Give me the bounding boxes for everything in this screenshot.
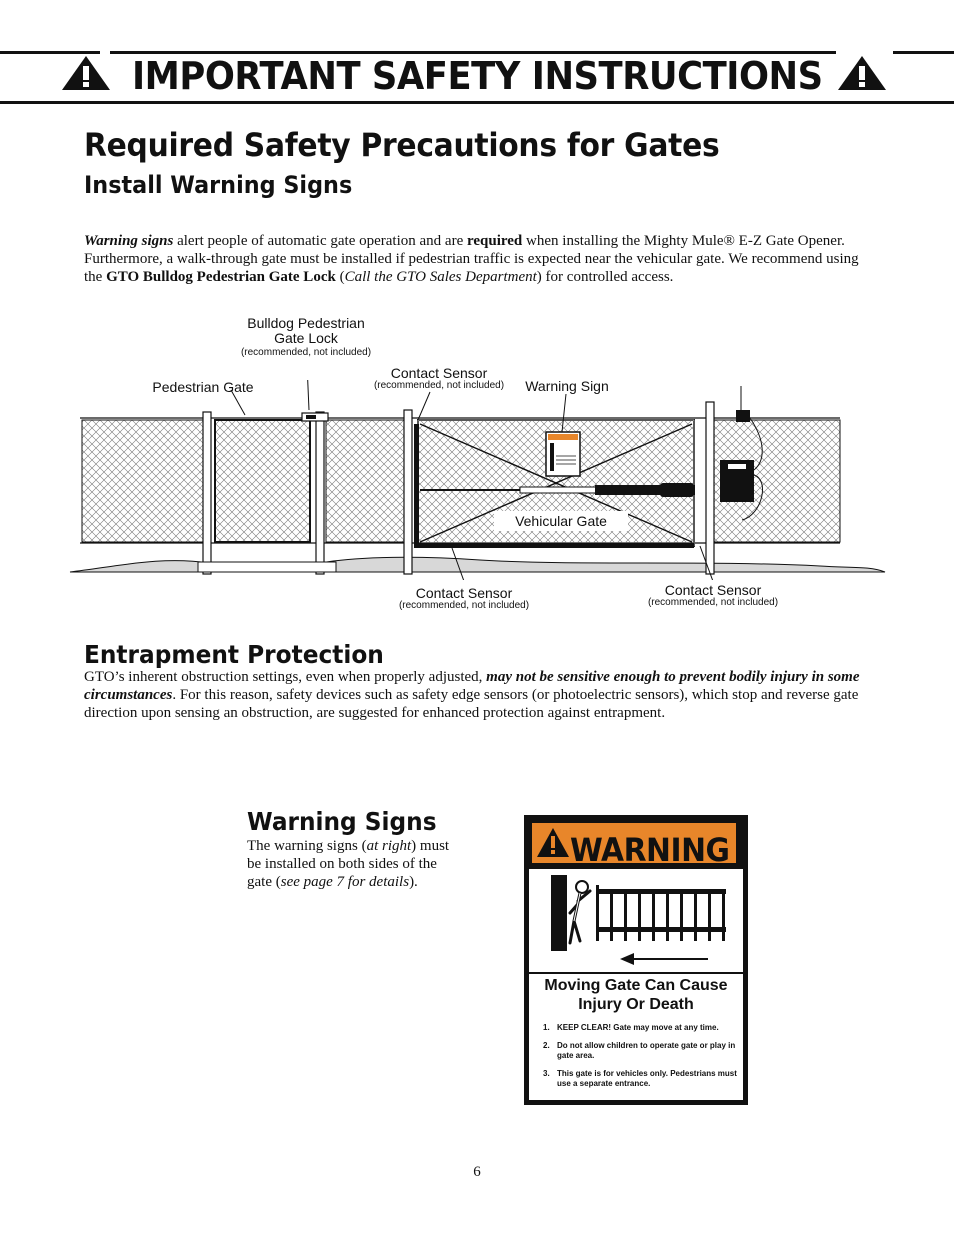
- warning-word: WARNING: [570, 831, 730, 869]
- note-contact-sensor-bottom-left: (recommended, not included): [398, 600, 530, 611]
- gate-installation-diagram: [60, 380, 900, 580]
- label-pedestrian-gate: Pedestrian Gate: [152, 379, 254, 395]
- label-bulldog-lock: Bulldog Pedestrian Gate Lock: [247, 315, 365, 346]
- antenna-box: [736, 410, 750, 422]
- note-bulldog-lock: (recommended, not included): [240, 347, 372, 358]
- fence-post: [404, 410, 412, 574]
- warning-signs-paragraph: Warning signs alert people of automatic gate operation and are required when installing the Mighty Mule® E-Z Gate Opener. Furthermore, a walk-through gate must be installed if pedestrian traffic is expected near the vehicular gate. We recommend using the GTO Bulldog Pedestrian Gate Lock (Call the GTO Sales Department) for controlled access.: [84, 233, 859, 285]
- list-item: 3. This gate is for vehicles only. Pedestrians must use a separate entrance.: [543, 1069, 737, 1088]
- ground: [70, 557, 885, 572]
- warning-sign-graphic: [524, 815, 748, 1105]
- header-rule-bottom: [0, 101, 954, 104]
- leader-line: [307, 380, 309, 410]
- entrapment-paragraph: GTO’s inherent obstruction settings, even when properly adjusted, may not be sensitive enough to prevent bodily injury in some circumstances. For this reason, safety devices such as safety edge sensors (or photoelectric sensors), which stop and reverse gate direction upon sensing an obstruction, are suggested for enhanced protection against entrapment.: [84, 669, 860, 721]
- leader-line: [418, 392, 430, 420]
- label-vehicular-gate: Vehicular Gate: [494, 511, 628, 531]
- fence-post: [203, 412, 211, 574]
- fence-post: [706, 402, 714, 574]
- contact-sensor-strip: [418, 543, 694, 548]
- fence-section-left: [82, 420, 204, 542]
- list-item: 1. KEEP CLEAR! Gate may move at any time.: [543, 1023, 719, 1032]
- page-number: 6: [473, 1164, 481, 1180]
- warning-triangle-icon: [536, 827, 570, 859]
- note-contact-sensor-bottom-right: (recommended, not included): [647, 597, 779, 608]
- moving-gate-pictogram: [534, 871, 738, 969]
- header-rule-top-end: [893, 51, 954, 54]
- section-title-entrapment-protection: Entrapment Protection: [84, 640, 384, 669]
- page-header-title: IMPORTANT SAFETY INSTRUCTIONS: [132, 54, 823, 98]
- label-contact-sensor-bottom-right: Contact Sensor: [664, 582, 762, 598]
- section-title-warning-signs: Warning Signs: [247, 807, 437, 836]
- fence-post: [316, 412, 324, 574]
- warning-triangle-icon-right: [836, 54, 888, 92]
- warning-signs-note: The warning signs (at right) must be installed on both sides of the gate (see page 7 for details).: [247, 838, 450, 890]
- section-subtitle-install-warning-signs: Install Warning Signs: [84, 171, 353, 199]
- section-title-safety-precautions: Required Safety Precautions for Gates: [84, 126, 720, 164]
- list-item: 2. Do not allow children to operate gate or play in gate area.: [543, 1041, 736, 1060]
- warning-rules-list: [543, 1023, 739, 1097]
- note-contact-sensor-top: (recommended, not included): [373, 380, 505, 391]
- label-contact-sensor-bottom-left: Contact Sensor: [415, 585, 513, 601]
- label-warning-sign: Warning Sign: [525, 378, 609, 394]
- contact-sensor-strip: [414, 424, 419, 548]
- warning-triangle-icon-left: [60, 54, 112, 92]
- fence-section-middle: [326, 420, 406, 542]
- pedestrian-gate: [215, 420, 310, 542]
- warning-band: [532, 823, 736, 869]
- warning-message: Moving Gate Can Cause Injury Or Death: [544, 977, 728, 1013]
- gate-opener-arm: [520, 487, 600, 493]
- label-contact-sensor-top: Contact Sensor: [390, 365, 488, 381]
